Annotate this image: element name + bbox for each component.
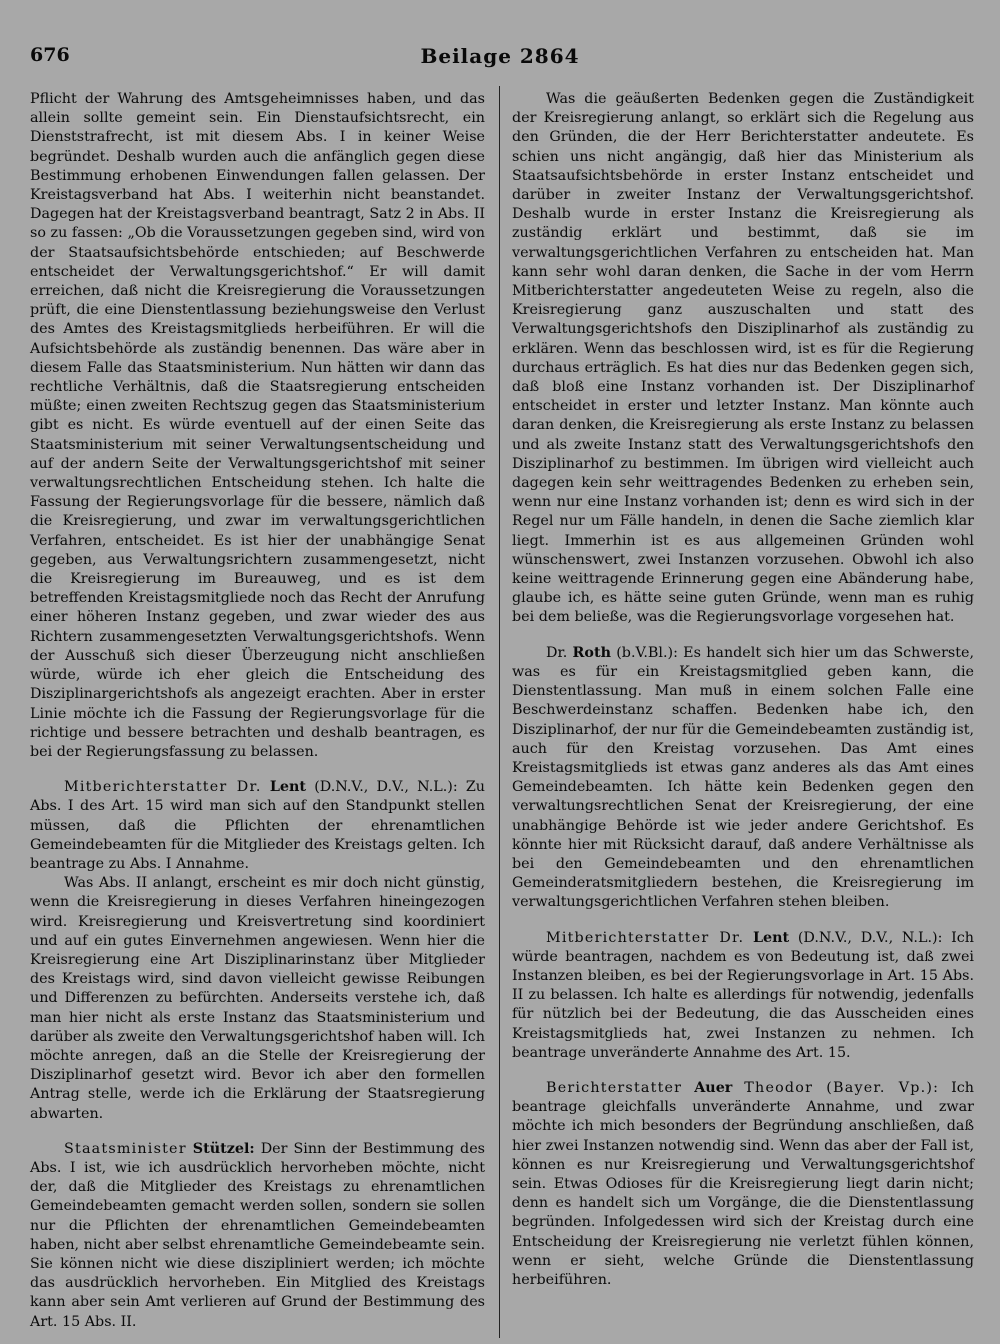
speaker-affiliation: (D.N.V., D.V., N.L.): [797,929,943,946]
speaker-name: Stützel: [192,1140,255,1157]
right-column [512,90,974,1290]
speaker-name: Lent [269,779,307,796]
speaker-affiliation: (b.V.Bl.): [616,644,678,661]
paragraph: Was die geäußerten Bedenken gegen die Zuständigkeit der Kreisregierung anlangt, so erklärt sich die Regelung aus den Gründen, die der Herr Berichterstatter andeutete. Es schien uns nicht angängig, daß hier das Ministerium als Staatsaufsichtsbehörde in erster Instanz entscheidet und darüber in zweiter Instanz der Verwaltungsgerichtshof. Deshalb wurde in erster Instanz die Kreisregierung als zuständig erklärt und bestimmt, daß sie im verwaltungsgerichtlichen Verfahren zu entscheiden hat. Man kann sehr wohl daran denken, die Sache in der vom Herrn Mitberichterstatter angedeuteten Weise zu regeln, also die Kreisregierung ganz auszuschalten und statt des Verwaltungsgerichtshofs den Disziplinarhof als zuständig zu erklären. Wenn das beschlossen wird, ist es für die Regierung durchaus erträglich. Es hat dies nur das Bedenken gegen sich, daß bloß eine Instanz vorhanden ist. Der Disziplinarhof entscheidet in erster und letzter Instanz. Man könnte auch daran denken, die Kreisregierung als erste Instanz zu belassen und als zweite Instanz statt des Verwaltungsgerichtshofs den Disziplinarhof zu bestimmen. Im übrigen wird vielleicht auch dagegen kein sehr weittragendes Bedenken zu erheben sein, wenn nur eine Instanz vorhanden ist; denn es wird sich in der Regel nur um Fälle handeln, in denen die Sache ziemlich klar liegt. Immerhin ist es aus allgemeinen Gründen wohl wünschenswert, zwei Instanzen vorzusehen. Obwohl ich also keine weittragende Erinnerung gegen eine Abänderung habe, glaube ich, es hätte seine guten Gründe, wenn man es ruhig bei dem beließe, was die Regierungsvorlage vorgesehen hat. [512,91,974,626]
speech-paragraph: Mitberichterstatter Dr. Lent (D.N.V., D.V., N.L.): Zu Abs. I des Art. 15 wird man sich auf den Standpunkt stellen müssen, daß die Pflichten der ehrenamtlichen Gemeindebeamten für die Mitglieder des Kreistags gelten. Ich beantrage zu Abs. I Annahme. [30,779,486,872]
speech-paragraph: Mitberichterstatter Dr. Lent (D.N.V., D.V., N.L.): Ich würde beantragen, nachdem es von Bedeutung ist, daß zwei Instanzen bleiben, es bei der Regierungsvorlage in Art. 15 Abs. II zu belassen. Ich halte es allerdings für notwendig, jedenfalls für nützlich bei der Bedeutung, die das Ausscheiden eines Kreistagsmitglieds hat, zwei Instanzen zu nehmen. Ich beantrage unveränderte Annahme des Art. 15. [512,929,975,1061]
speech-paragraph: Staatsminister Stützel: Der Sinn der Bestimmung des Abs. I ist, wie ich ausdrücklich hervorheben möchte, nicht der, daß die Mitglieder des Kreistags zu ehrenamtlichen Gemeindebeamten gemacht werden sollen, sondern sie sollen nur die Pflichten der ehrenamtlichen Gemeindebeamten haben, nicht aber selbst ehrenamtliche Gemeindebeamte sein. Sie können nicht wie diese diszipliniert werden; ich möchte das ausdrücklich hervorheben. Ein Mitglied des Kreistags kann aber sein Amt verlieren auf Grund der Bestimmung des Art. 15 Abs. II. [30,1140,486,1330]
page-title: Beilage 2864 [420,44,580,68]
speaker-role: Mitberichterstatter Dr. [64,779,262,796]
speaker-name: Auer [694,1079,733,1096]
speaker-affiliation: Theodor (Bayer. Vp.): [744,1079,940,1096]
speaker-role: Staatsminister [64,1140,187,1157]
column-divider [499,86,500,1338]
paragraph: Was Abs. II anlangt, erscheint es mir doch nicht günstig, wenn die Kreisregierung in dieses Verfahren hineingezogen wird. Kreisregierung und Kreisvertretung sind koordiniert und auf ein gutes Einvernehmen angewiesen. Wenn hier die Kreisregierung eine Art Disziplinarinstanz über Mitglieder des Kreistags wird, sind davon vielleicht gewisse Reibungen und Differenzen zu befürchten. Anderseits verstehe ich, daß man hier nicht als erste Instanz das Staatsministerium und darüber als zweite den Verwaltungsgerichtshof haben will. Ich möchte anregen, daß an die Stelle der Kreisregierung der Disziplinarhof gesetzt wird. Bevor ich aber den formellen Antrag stelle, werde ich die Erklärung der Staatsregierung abwarten. [30,875,485,1122]
left-column [30,90,485,1332]
speaker-role: Mitberichterstatter Dr. [546,929,745,946]
speaker-role: Dr. [546,644,568,661]
page-header [30,44,970,74]
speech-paragraph: Dr. Roth (b.V.Bl.): Es handelt sich hier um das Schwerste, was es für ein Kreistagsmitglied geben kann, die Dienstentlassung. Man muß in einem solchen Falle eine Beschwerdeinstanz schaffen. Bedenken habe ich, den Disziplinarhof, der nur für die Gemeindebeamten zuständig ist, auch für den Kreistag vorzusehen. Das Amt eines Kreistagsmitglieds ist etwas ganz anderes als das Amt eines Gemeindebeamten. Ich hätte kein Bedenken gegen den verwaltungsrechtlichen Senat der Kreisregierung, der eine unabhängige Behörde ist wie jeder andere Gerichtshof. Es könnte hier mit Rücksicht darauf, daß andere Verhältnisse als bei den Gemeindebeamten und den ehrenamtlichen Gemeinderatsmitgliedern bestehen, die Kreisregierung im verwaltungsgerichtlichen Verfahren stehen bleiben. [512,644,974,911]
speech-paragraph: Berichterstatter Auer Theodor (Bayer. Vp.): Ich beantrage gleichfalls unveränderte Annahme, und zwar möchte ich mich besonders der Begründung anschließen, daß hier zwei Instanzen notwendig sind. Wenn das aber der Fall ist, können es nur Kreisregierung und Verwaltungsgerichtshof sein. Etwas Odioses für die Kreisregierung liegt darin nicht; denn es handelt sich um Vorgänge, die die Dienstentlassung begründen. Infolgedessen wird sich der Kreistag durch eine Entscheidung der Kreisregierung nie verletzt fühlen können, wenn er sieht, welche Gründe die Dienstentlassung herbeiführen. [512,1079,975,1288]
speaker-role: Berichterstatter [546,1079,683,1096]
speaker-name: Lent [752,929,790,946]
paragraph: Pflicht der Wahrung des Amtsgeheimnisses haben, und das allein sollte gemeint sein. Ein Dienstaufsichtsrecht, ein Dienststrafrecht, ist mit diesem Abs. I in keiner Weise begründet. Deshalb wurden auch die anfänglich gegen diese Bestimmung erhobenen Einwendungen fallen gelassen. Der Kreistagsverband hat Abs. I weiterhin nicht beanstandet. Dagegen hat der Kreistagsverband beantragt, Satz 2 in Abs. II so zu fassen: „Ob die Voraussetzungen gegeben sind, wird von der Staatsaufsichtsbehörde entschieden; auf Beschwerde entscheidet der Verwaltungsgerichtshof.“ Er will damit erreichen, daß nicht die Kreisregierung die Voraussetzungen prüft, die eine Dienstentlassung beziehungsweise den Verlust des Amtes des Kreistagsmitglieds herbeiführen. Er will die Aufsichtsbehörde als zuständig benennen. Das wäre aber in diesem Falle das Staatsministerium. Nun hätten wir dann das rechtliche Verhältnis, daß die Staatsregierung entscheiden müßte; einen zweiten Rechtszug gegen das Staatsministerium gibt es nicht. Es würde eventuell auf der einen Seite das Staatsministerium mit seiner Verwaltungsentscheidung und auf der andern Seite der Verwaltungsgerichtshof mit seiner verwaltungsrechtlichen Entscheidung stehen. Ich halte die Fassung der Regierungsvorlage für die bessere, nämlich daß die Kreisregierung, und zwar im verwaltungsgerichtlichen Verfahren, entscheidet. Es ist hier der unabhängige Senat gegeben, aus Verwaltungsrichtern zusammengesetzt, nicht die Kreisregierung im Bureauweg, und es ist dem betreffenden Kreistagsmitgliede noch das Recht der Anrufung einer höheren Instanz gegeben, und zwar wieder des aus Richtern zusammengesetzten Verwaltungsgerichtshofs. Wenn der Ausschuß sich dieser Überzeugung nicht anschließen würde, würde ich eher gleich die Entscheidung des Disziplinargerichtshofs als angezeigt erachten. Aber in erster Linie möchte ich die Fassung der Regierungsvorlage für die richtige und bessere betrachten und deshalb beantragen, es bei der Regierungsfassung zu belassen. [30,91,485,760]
page-number: 676 [30,44,70,66]
speaker-affiliation: (D.N.V., D.V., N.L.): [314,779,458,796]
speaker-name: Roth [572,644,611,661]
